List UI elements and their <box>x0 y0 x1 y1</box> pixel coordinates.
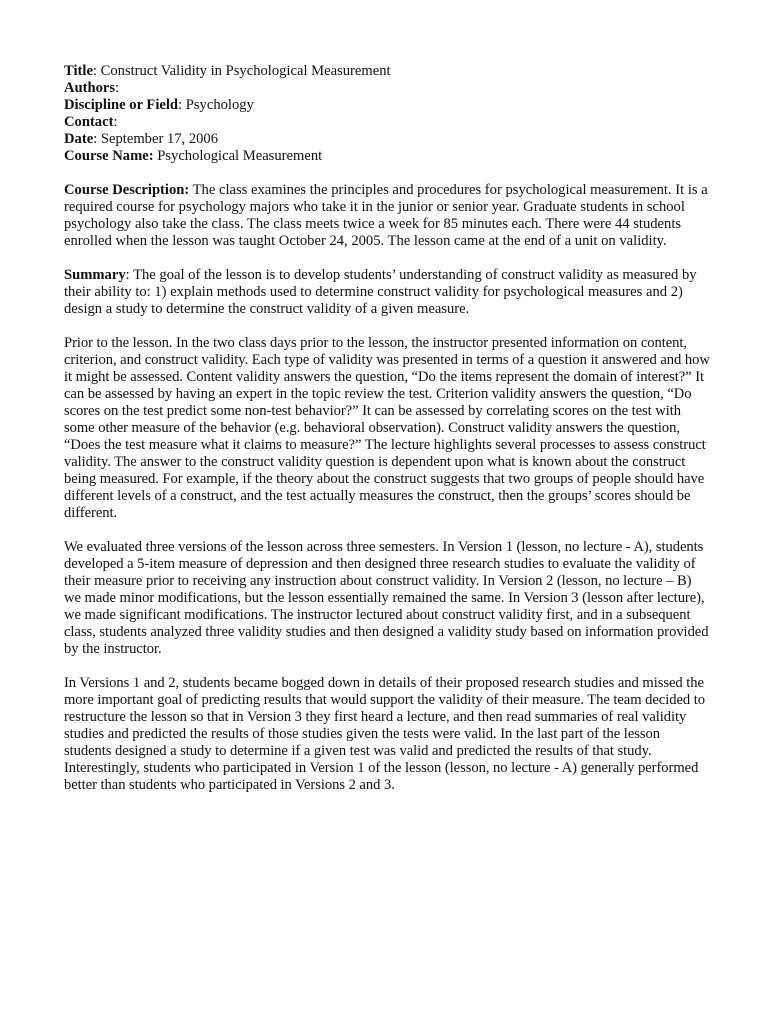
lesson-versions-paragraph: We evaluated three versions of the lesson across three semesters. In Version 1 (lesson, no lecture - A), students developed a 5-item measure of depression and then designed three research studies to evaluate the validity of their measure prior to receiving any instruction about construct validity. In Version 2 (lesson, no lecture – B) we made minor modifications, but the lesson essentially remained the same. In Version 3 (lesson after lecture), we made significant modifications. The instructor lectured about construct validity first, and in a subsequent class, students analyzed three validity studies and then designed a validity study based on information provided by the instructor. <box>64 539 709 657</box>
discipline-label: Discipline or Field <box>64 97 179 113</box>
document-body <box>64 63 710 811</box>
course-name-line <box>64 148 710 165</box>
course-name-label: Course Name: <box>64 148 154 164</box>
document-metadata <box>64 63 710 165</box>
summary-paragraph <box>64 267 710 318</box>
prior-to-lesson-paragraph: Prior to the lesson. In the two class days prior to the lesson, the instructor presented information on content, criterion, and construct validity. Each type of validity was presented in terms of a question it answered and how it might be assessed. Content validity answers the question, “Do the items represent the domain of interest?” It can be assessed by having an expert in the topic review the test. Criterion validity answers the question, “Do scores on the test predict some non-test behavior?” It can be assessed by correlating scores on the test with some other measure of the behavior (e.g. behavioral observation). Construct validity answers the question, “Does the test measure what it claims to measure?” The lecture highlights several processes to assess construct validity. The answer to the construct validity question is dependent upon what is known about the construct being measured. For example, if the theory about the construct suggests that two groups of people should have different levels of a construct, and the test actually measures the construct, then the groups’ scores should be different. <box>64 335 710 521</box>
course-description-label: Course Description: <box>64 182 190 198</box>
summary-text: : The goal of the lesson is to develop students’ understanding of construct validity as measured by their ability to: 1) explain methods used to determine construct validity for psychological measures and 2) design a study to determine the construct validity of a given measure. <box>64 267 697 317</box>
discipline-value: : Psychology <box>178 97 254 113</box>
date-label: Date <box>64 131 94 147</box>
date-value: : September 17, 2006 <box>93 131 219 147</box>
course-name-value: Psychological Measurement <box>153 148 323 164</box>
authors-value: : <box>115 80 120 96</box>
date-line <box>64 131 710 148</box>
contact-line <box>64 114 710 131</box>
course-description-paragraph <box>64 182 710 250</box>
contact-label: Contact <box>64 114 114 130</box>
summary-label: Summary <box>64 267 126 283</box>
course-description-text: The class examines the principles and procedures for psychological measurement. It is a required course for psychology majors who take it in the junior or senior year. Graduate students in school psychology also take the class. The class meets twice a week for 85 minutes each. There were 44 students enrolled when the lesson was taught October 24, 2005. The lesson came at the end of a unit on validity. <box>64 182 708 249</box>
discipline-line <box>64 97 710 114</box>
authors-label: Authors <box>64 80 116 96</box>
results-paragraph: In Versions 1 and 2, students became bogged down in details of their proposed research studies and missed the more important goal of predicting results that would support the validity of their measure. The team decided to restructure the lesson so that in Version 3 they first heard a lecture, and then read summaries of real validity studies and predicted the results of those studies given the tests were valid. In the last part of the lesson students designed a study to determine if a given test was valid and predicted the results of that study. Interestingly, students who participated in Version 1 of the lesson (lesson, no lecture - A) generally performed better than students who participated in Versions 2 and 3. <box>64 675 706 793</box>
title-value: : Construct Validity in Psychological Measurement <box>92 63 391 79</box>
title-label: Title <box>64 63 93 79</box>
title-line <box>64 63 710 80</box>
authors-line <box>64 80 710 97</box>
contact-value: : <box>113 114 118 130</box>
